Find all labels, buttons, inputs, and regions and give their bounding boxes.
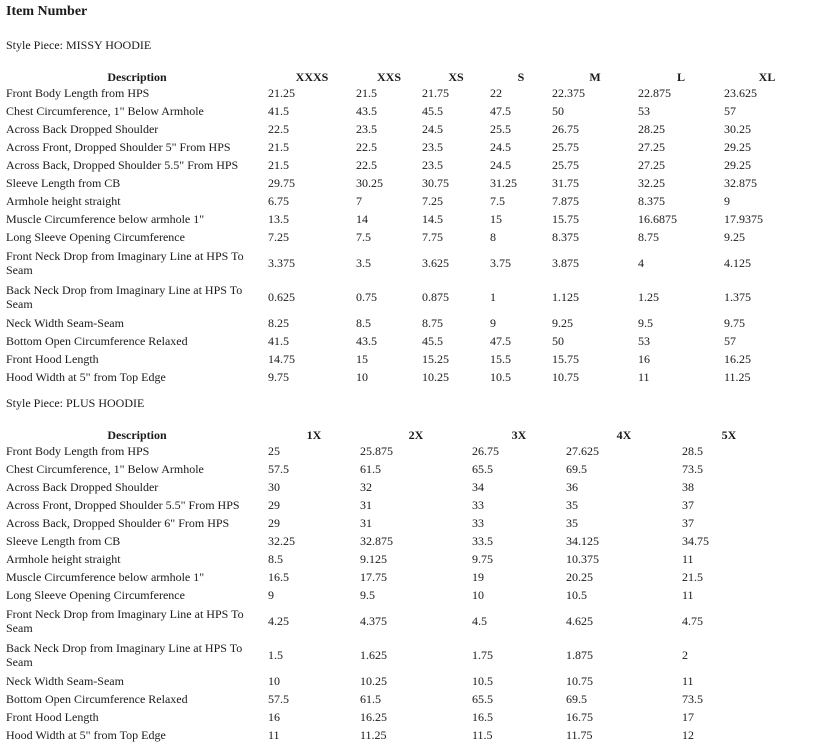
measurement-cell: 29 [268, 516, 280, 530]
measurement-cell: 36 [566, 480, 578, 494]
table-row [6, 314, 810, 332]
measurement-cell: 25 [268, 444, 280, 458]
measurement-cell: 0.75 [356, 290, 377, 304]
table-row [6, 368, 810, 386]
measurement-cell: 24.5 [490, 158, 511, 172]
column-header-size: 3X [511, 428, 527, 442]
measurement-cell: 45.5 [422, 104, 443, 118]
measurement-cell: 7.25 [268, 230, 289, 244]
row-description: Front Body Length from HPS [6, 444, 150, 458]
table-row [6, 442, 776, 460]
measurement-cell: 11 [682, 674, 694, 688]
measurement-cell: 30.25 [356, 176, 383, 190]
table-row [6, 102, 810, 120]
row-description: Armhole height straight [6, 194, 121, 208]
measurement-cell: 37 [682, 498, 694, 512]
measurement-cell: 57.5 [268, 692, 289, 706]
measurement-cell: 3.75 [490, 256, 511, 270]
row-description: Hood Width at 5" from Top Edge [6, 728, 166, 742]
row-description: Hood Width at 5" from Top Edge [6, 370, 166, 384]
measurement-cell: 10.5 [490, 370, 511, 384]
measurement-cell: 33.5 [472, 534, 493, 548]
table-row [6, 708, 776, 726]
measurement-cell: 22.5 [268, 122, 289, 136]
measurement-cell: 9.75 [472, 552, 493, 566]
measurement-cell: 22.875 [638, 86, 671, 100]
measurement-cell: 11.75 [566, 728, 593, 742]
measurement-cell: 17 [682, 710, 694, 724]
column-header-size: XL [758, 70, 776, 84]
measurement-cell: 4.5 [472, 614, 487, 628]
table-row [6, 726, 776, 744]
measurement-cell: 11 [682, 552, 694, 566]
row-description: Across Front, Dropped Shoulder 5.5" From HPS [6, 498, 240, 512]
measurement-cell: 30.75 [422, 176, 449, 190]
measurement-cell: 32.875 [724, 176, 757, 190]
measurement-cell: 29.75 [268, 176, 295, 190]
table-row [6, 478, 776, 496]
measurement-cell: 24.5 [422, 122, 443, 136]
measurement-cell: 4.625 [566, 614, 593, 628]
measurement-cell: 32.875 [360, 534, 393, 548]
measurement-cell: 16.25 [360, 710, 387, 724]
measurement-cell: 10.75 [552, 370, 579, 384]
measurement-cell: 25.75 [552, 158, 579, 172]
measurement-cell: 32.25 [268, 534, 295, 548]
measurement-cell: 16.25 [724, 352, 751, 366]
measurement-cell: 7.25 [422, 194, 443, 208]
measurement-cell: 50 [552, 104, 564, 118]
measurement-cell: 7.875 [552, 194, 579, 208]
plus-spec-table [6, 424, 776, 744]
column-header-size: L [676, 70, 685, 84]
measurement-cell: 53 [638, 334, 650, 348]
measurement-cell: 8.5 [268, 552, 283, 566]
measurement-cell: 9.5 [638, 316, 653, 330]
measurement-cell: 20.25 [566, 570, 593, 584]
measurement-cell: 16.5 [268, 570, 289, 584]
measurement-cell: 9.25 [724, 230, 745, 244]
measurement-cell: 8.75 [422, 316, 443, 330]
column-header-size: M [589, 70, 601, 84]
table-row [6, 120, 810, 138]
measurement-cell: 24.5 [490, 140, 511, 154]
measurement-cell: 1.375 [724, 290, 751, 304]
measurement-cell: 2 [682, 648, 688, 662]
measurement-cell: 7 [356, 194, 362, 208]
measurement-cell: 4 [638, 256, 644, 270]
measurement-cell: 34.125 [566, 534, 599, 548]
table-row [6, 514, 776, 532]
measurement-cell: 28.5 [682, 444, 703, 458]
column-header-size: XS [448, 70, 464, 84]
measurement-cell: 16.5 [472, 710, 493, 724]
row-description: Back Neck Drop from Imaginary Line at HPS To Seam [6, 283, 243, 311]
measurement-cell: 9.25 [552, 316, 573, 330]
measurement-cell: 21.5 [268, 140, 289, 154]
measurement-cell: 31 [360, 516, 372, 530]
column-header-size: 4X [616, 428, 632, 442]
table-row [6, 246, 810, 280]
row-description: Neck Width Seam-Seam [6, 316, 124, 330]
measurement-cell: 9 [724, 194, 730, 208]
measurement-cell: 41.5 [268, 104, 289, 118]
missy-spec-table [6, 66, 810, 386]
table-row [6, 350, 810, 368]
measurement-cell: 8.375 [552, 230, 579, 244]
table-row [6, 210, 810, 228]
measurement-cell: 50 [552, 334, 564, 348]
measurement-cell: 32 [360, 480, 372, 494]
measurement-cell: 3.875 [552, 256, 579, 270]
measurement-cell: 9.5 [360, 588, 375, 602]
measurement-cell: 38 [682, 480, 694, 494]
measurement-cell: 8 [490, 230, 496, 244]
measurement-cell: 3.375 [268, 256, 295, 270]
measurement-cell: 9.125 [360, 552, 387, 566]
measurement-cell: 65.5 [472, 692, 493, 706]
measurement-cell: 26.75 [472, 444, 499, 458]
measurement-cell: 22.5 [356, 140, 377, 154]
measurement-cell: 4.25 [268, 614, 289, 628]
table-row [6, 280, 810, 314]
row-description: Muscle Circumference below armhole 1" [6, 212, 205, 226]
measurement-cell: 31.75 [552, 176, 579, 190]
table-row [6, 550, 776, 568]
measurement-cell: 45.5 [422, 334, 443, 348]
column-header-size: S [517, 70, 525, 84]
measurement-cell: 31.25 [490, 176, 517, 190]
measurement-cell: 10.5 [566, 588, 587, 602]
measurement-cell: 27.25 [638, 140, 665, 154]
measurement-cell: 4.375 [360, 614, 387, 628]
row-description: Sleeve Length from CB [6, 534, 121, 548]
table-row [6, 84, 810, 102]
table-row [6, 496, 776, 514]
measurement-cell: 11 [268, 728, 280, 742]
row-description: Across Back, Dropped Shoulder 6" From HPS [6, 516, 230, 530]
measurement-cell: 22.375 [552, 86, 585, 100]
measurement-cell: 65.5 [472, 462, 493, 476]
column-header-description: Description [107, 428, 167, 442]
measurement-cell: 29.25 [724, 158, 751, 172]
measurement-cell: 4.75 [682, 614, 703, 628]
measurement-cell: 21.5 [682, 570, 703, 584]
column-header-size: 1X [306, 428, 322, 442]
measurement-cell: 43.5 [356, 104, 377, 118]
row-description: Across Back Dropped Shoulder [6, 480, 159, 494]
measurement-cell: 8.5 [356, 316, 371, 330]
measurement-cell: 73.5 [682, 692, 703, 706]
measurement-cell: 47.5 [490, 104, 511, 118]
table-row [6, 192, 810, 210]
measurement-cell: 11.25 [724, 370, 751, 384]
measurement-cell: 32.25 [638, 176, 665, 190]
measurement-cell: 26.75 [552, 122, 579, 136]
measurement-cell: 14.75 [268, 352, 295, 366]
measurement-cell: 61.5 [360, 462, 381, 476]
measurement-cell: 10 [472, 588, 484, 602]
measurement-cell: 29 [268, 498, 280, 512]
measurement-cell: 31 [360, 498, 372, 512]
column-header-size: XXXS [295, 70, 329, 84]
measurement-cell: 9 [268, 588, 274, 602]
row-description: Front Body Length from HPS [6, 86, 150, 100]
table-row [6, 568, 776, 586]
table-row [6, 460, 776, 478]
measurement-cell: 25.5 [490, 122, 511, 136]
measurement-cell: 11.5 [472, 728, 493, 742]
measurement-cell: 10.375 [566, 552, 599, 566]
measurement-cell: 27.25 [638, 158, 665, 172]
measurement-cell: 3.625 [422, 256, 449, 270]
measurement-cell: 34 [472, 480, 484, 494]
row-description: Back Neck Drop from Imaginary Line at HPS To Seam [6, 641, 243, 669]
table-row [6, 690, 776, 708]
row-description: Bottom Open Circumference Relaxed [6, 692, 188, 706]
measurement-cell: 8.25 [268, 316, 289, 330]
measurement-cell: 21.5 [356, 86, 377, 100]
measurement-cell: 15 [356, 352, 368, 366]
table-row [6, 586, 776, 604]
measurement-cell: 7.75 [422, 230, 443, 244]
measurement-cell: 1 [490, 290, 496, 304]
measurement-cell: 23.5 [422, 158, 443, 172]
measurement-cell: 22 [490, 86, 502, 100]
measurement-cell: 11 [682, 588, 694, 602]
row-description: Chest Circumference, 1" Below Armhole [6, 104, 204, 118]
measurement-cell: 15.25 [422, 352, 449, 366]
measurement-cell: 21.5 [268, 158, 289, 172]
measurement-cell: 10.5 [472, 674, 493, 688]
table-row [6, 532, 776, 550]
measurement-cell: 8.75 [638, 230, 659, 244]
measurement-cell: 30.25 [724, 122, 751, 136]
measurement-cell: 4.125 [724, 256, 751, 270]
column-header-size: 5X [721, 428, 737, 442]
measurement-cell: 23.625 [724, 86, 757, 100]
measurement-cell: 9.75 [724, 316, 745, 330]
row-description: Across Back, Dropped Shoulder 5.5" From HPS [6, 158, 239, 172]
measurement-cell: 14 [356, 212, 368, 226]
measurement-cell: 19 [472, 570, 484, 584]
row-description: Long Sleeve Opening Circumference [6, 230, 185, 244]
measurement-cell: 14.5 [422, 212, 443, 226]
table-row [6, 228, 810, 246]
measurement-cell: 23.5 [356, 122, 377, 136]
measurement-cell: 16 [638, 352, 650, 366]
column-header-size: 2X [408, 428, 424, 442]
measurement-cell: 53 [638, 104, 650, 118]
measurement-cell: 1.25 [638, 290, 659, 304]
table-row [6, 174, 810, 192]
measurement-cell: 16.75 [566, 710, 593, 724]
measurement-cell: 69.5 [566, 692, 587, 706]
measurement-cell: 28.25 [638, 122, 665, 136]
page-title: Item Number [6, 4, 88, 19]
measurement-cell: 33 [472, 516, 484, 530]
row-description: Muscle Circumference below armhole 1" [6, 570, 205, 584]
measurement-cell: 22.5 [356, 158, 377, 172]
measurement-cell: 7.5 [490, 194, 505, 208]
measurement-cell: 12 [682, 728, 694, 742]
missy-style-piece-label: Style Piece: MISSY HOODIE [6, 38, 152, 52]
measurement-cell: 15.75 [552, 352, 579, 366]
measurement-cell: 1.125 [552, 290, 579, 304]
row-description: Front Neck Drop from Imaginary Line at HPS To Seam [6, 607, 244, 635]
measurement-cell: 10.25 [422, 370, 449, 384]
measurement-cell: 61.5 [360, 692, 381, 706]
row-description: Front Hood Length [6, 710, 99, 724]
measurement-cell: 21.75 [422, 86, 449, 100]
table-row [6, 672, 776, 690]
measurement-cell: 7.5 [356, 230, 371, 244]
row-description: Sleeve Length from CB [6, 176, 121, 190]
row-description: Front Neck Drop from Imaginary Line at HPS To Seam [6, 249, 244, 277]
measurement-cell: 10 [356, 370, 368, 384]
row-description: Front Hood Length [6, 352, 99, 366]
table-header-row [6, 66, 810, 84]
column-header-description: Description [107, 70, 167, 84]
row-description: Across Front, Dropped Shoulder 5" From HPS [6, 140, 231, 154]
measurement-cell: 34.75 [682, 534, 709, 548]
measurement-cell: 15.5 [490, 352, 511, 366]
measurement-cell: 1.875 [566, 648, 593, 662]
measurement-cell: 73.5 [682, 462, 703, 476]
table-row [6, 138, 810, 156]
measurement-cell: 9 [490, 316, 496, 330]
row-description: Chest Circumference, 1" Below Armhole [6, 462, 204, 476]
measurement-cell: 69.5 [566, 462, 587, 476]
measurement-cell: 29.25 [724, 140, 751, 154]
measurement-cell: 6.75 [268, 194, 289, 208]
measurement-cell: 11 [638, 370, 650, 384]
measurement-cell: 33 [472, 498, 484, 512]
measurement-cell: 1.625 [360, 648, 387, 662]
column-header-size: XXS [376, 70, 401, 84]
measurement-cell: 11.25 [360, 728, 387, 742]
table-row [6, 638, 776, 672]
measurement-cell: 3.5 [356, 256, 371, 270]
measurement-cell: 35 [566, 516, 578, 530]
measurement-cell: 10.25 [360, 674, 387, 688]
table-row [6, 604, 776, 638]
measurement-cell: 30 [268, 480, 280, 494]
measurement-cell: 1.75 [472, 648, 493, 662]
row-description: Across Back Dropped Shoulder [6, 122, 159, 136]
measurement-cell: 57 [724, 104, 736, 118]
table-header-row [6, 424, 776, 442]
measurement-cell: 9.75 [268, 370, 289, 384]
measurement-cell: 13.5 [268, 212, 289, 226]
measurement-cell: 25.75 [552, 140, 579, 154]
table-row [6, 156, 810, 174]
table-row [6, 332, 810, 350]
measurement-cell: 25.875 [360, 444, 393, 458]
measurement-cell: 0.625 [268, 290, 295, 304]
measurement-cell: 1.5 [268, 648, 283, 662]
measurement-cell: 41.5 [268, 334, 289, 348]
measurement-cell: 8.375 [638, 194, 665, 208]
row-description: Neck Width Seam-Seam [6, 674, 124, 688]
measurement-cell: 10.75 [566, 674, 593, 688]
measurement-cell: 35 [566, 498, 578, 512]
row-description: Armhole height straight [6, 552, 121, 566]
measurement-cell: 0.875 [422, 290, 449, 304]
plus-style-piece-label: Style Piece: PLUS HOODIE [6, 396, 145, 410]
measurement-cell: 47.5 [490, 334, 511, 348]
measurement-cell: 15 [490, 212, 502, 226]
measurement-cell: 27.625 [566, 444, 599, 458]
measurement-cell: 17.75 [360, 570, 387, 584]
measurement-cell: 57 [724, 334, 736, 348]
measurement-cell: 16.6875 [638, 212, 677, 226]
measurement-cell: 21.25 [268, 86, 295, 100]
measurement-cell: 23.5 [422, 140, 443, 154]
measurement-cell: 15.75 [552, 212, 579, 226]
measurement-cell: 16 [268, 710, 280, 724]
measurement-cell: 10 [268, 674, 280, 688]
row-description: Long Sleeve Opening Circumference [6, 588, 185, 602]
measurement-cell: 57.5 [268, 462, 289, 476]
measurement-cell: 17.9375 [724, 212, 763, 226]
measurement-cell: 37 [682, 516, 694, 530]
measurement-cell: 43.5 [356, 334, 377, 348]
row-description: Bottom Open Circumference Relaxed [6, 334, 188, 348]
